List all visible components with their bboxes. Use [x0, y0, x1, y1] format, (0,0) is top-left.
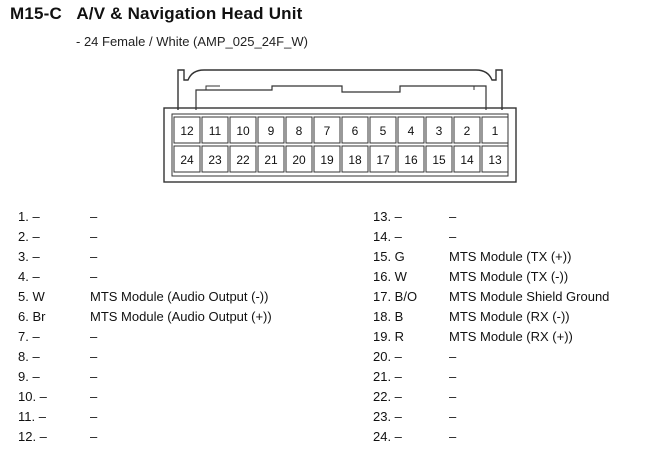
connector-latch-outline: [196, 86, 486, 110]
pin-label: 8. –: [18, 349, 40, 364]
pin-label: 7. –: [18, 329, 40, 344]
pin-label: 24. –: [373, 429, 402, 444]
pin-label: 21. –: [373, 369, 402, 384]
pin-function: –: [449, 369, 457, 384]
pin-entry: [18, 387, 272, 407]
pin-number: 8: [295, 124, 303, 138]
pin-entry: [18, 267, 272, 287]
pin-number: 19: [320, 153, 334, 167]
pin-label: 20. –: [373, 349, 402, 364]
pin-function: –: [449, 409, 457, 424]
pin-number: 4: [407, 124, 415, 138]
pin-number: 21: [264, 153, 278, 167]
pin-entry: [373, 427, 609, 447]
pin-number: 15: [432, 153, 446, 167]
pin-entry: [373, 387, 609, 407]
pin-function: MTS Module (Audio Output (+)): [90, 309, 272, 324]
pin-number: 3: [435, 124, 443, 138]
pin-label: 13. –: [373, 209, 402, 224]
pin-label: 9. –: [18, 369, 40, 384]
pin-entry: [373, 407, 609, 427]
pin-number: 7: [323, 124, 331, 138]
pin-number: 13: [488, 153, 502, 167]
pin-function: –: [90, 389, 98, 404]
pin-function: –: [449, 429, 457, 444]
pin-number: 9: [267, 124, 275, 138]
pin-label: 12. –: [18, 429, 47, 444]
pin-function: –: [90, 409, 98, 424]
pin-entry: [373, 307, 609, 327]
pin-number: 24: [180, 153, 194, 167]
pin-entry: [373, 267, 609, 287]
pin-function: MTS Module (Audio Output (-)): [90, 289, 269, 304]
page-title: [10, 4, 303, 24]
pin-number: 14: [460, 153, 474, 167]
pin-label: 2. –: [18, 229, 40, 244]
pin-function: MTS Module (TX (-)): [449, 269, 569, 284]
pin-label: 23. –: [373, 409, 402, 424]
pin-function: –: [90, 209, 98, 224]
connector-face-diagram: [160, 66, 520, 186]
pin-label: 14. –: [373, 229, 402, 244]
pin-entry: [373, 247, 609, 267]
pin-entry: [18, 307, 272, 327]
pin-function: –: [449, 209, 457, 224]
pin-entry: [373, 327, 609, 347]
pin-number: 22: [236, 153, 250, 167]
pin-label: 11. –: [18, 409, 46, 424]
pin-list-left: [18, 207, 272, 447]
pin-number: 6: [351, 124, 359, 138]
pin-function: –: [90, 229, 98, 244]
pin-function: MTS Module (RX (+)): [449, 329, 573, 344]
pin-function: –: [449, 229, 457, 244]
pin-entry: [18, 247, 272, 267]
pin-function: –: [90, 329, 98, 344]
pin-number: 12: [180, 124, 194, 138]
pin-function: –: [90, 369, 98, 384]
pin-label: 18. B: [373, 309, 404, 324]
pin-number: 11: [208, 124, 222, 138]
pin-label: 16. W: [373, 269, 407, 284]
pin-function: MTS Module (RX (-)): [449, 309, 570, 324]
pin-label: 19. R: [373, 329, 405, 344]
pin-entry: [373, 287, 609, 307]
pin-entry: [18, 347, 272, 367]
pin-label: 10. –: [18, 389, 47, 404]
pin-number: 18: [348, 153, 362, 167]
pin-label: 6. Br: [18, 309, 46, 324]
pin-function: –: [90, 349, 98, 364]
pin-label: 22. –: [373, 389, 402, 404]
pin-entry: [18, 367, 272, 387]
pin-function: –: [449, 349, 457, 364]
pin-label: 3. –: [18, 249, 40, 264]
pin-label: 4. –: [18, 269, 40, 284]
connector-title: A/V & Navigation Head Unit: [76, 4, 303, 23]
pin-function: –: [449, 389, 457, 404]
pin-label: 1. –: [18, 209, 40, 224]
pin-entry: [18, 327, 272, 347]
pin-list-right: [373, 207, 609, 447]
connector-subtitle: - 24 Female / White (AMP_025_24F_W): [76, 34, 308, 49]
pin-entry: [373, 227, 609, 247]
pin-function: MTS Module (TX (+)): [449, 249, 572, 264]
pin-label: 17. B/O: [373, 289, 418, 304]
pin-function: –: [90, 269, 98, 284]
pin-entry: [18, 207, 272, 227]
pin-number: 20: [292, 153, 306, 167]
pin-entry: [18, 227, 272, 247]
pin-entry: [373, 347, 609, 367]
pin-number: 2: [463, 124, 471, 138]
pin-entry: [18, 287, 272, 307]
connector-code: M15-C: [10, 4, 63, 23]
pin-number: 16: [404, 153, 418, 167]
pin-entry: [373, 367, 609, 387]
pin-entry: [373, 207, 609, 227]
pin-number: 5: [379, 124, 387, 138]
pin-function: MTS Module Shield Ground: [449, 289, 610, 304]
pin-entry: [18, 407, 272, 427]
pin-label: 5. W: [18, 289, 45, 304]
pin-number: 23: [208, 153, 222, 167]
pin-function: –: [90, 429, 98, 444]
pin-number: 10: [236, 124, 250, 138]
pin-number: 1: [491, 124, 499, 138]
pin-label: 15. G: [373, 249, 405, 264]
pin-function: –: [90, 249, 98, 264]
pin-entry: [18, 427, 272, 447]
pin-number: 17: [376, 153, 390, 167]
